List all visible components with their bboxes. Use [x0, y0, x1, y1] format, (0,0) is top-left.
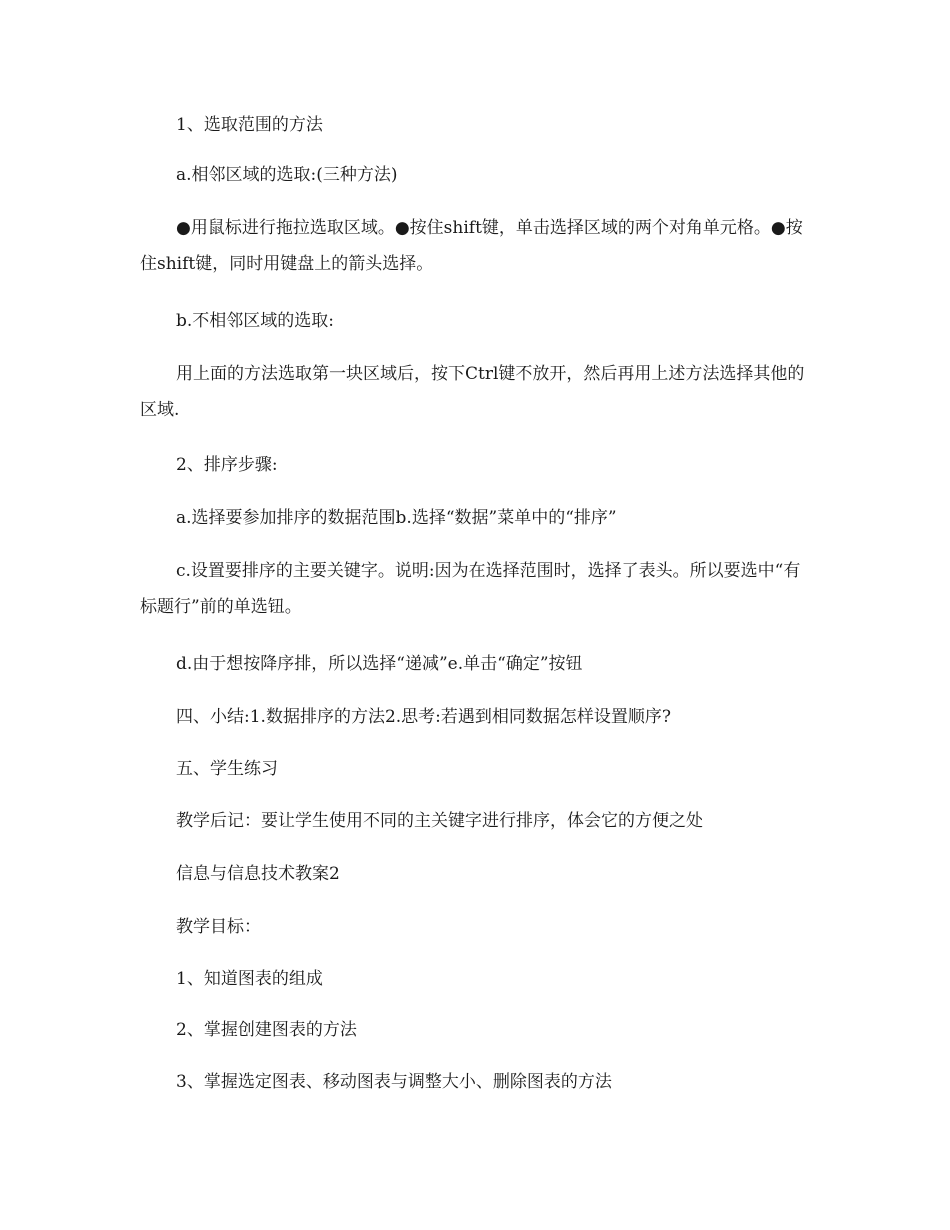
- paragraph-15: 1、知道图表的组成: [176, 969, 323, 989]
- paragraph-13: 信息与信息技术教案2: [176, 864, 340, 884]
- paragraph-12: 教学后记：要让学生使用不同的主关键字进行排序，体会它的方便之处: [176, 811, 703, 831]
- paragraph-14: 教学目标：: [176, 917, 261, 937]
- paragraph-2: a.相邻区域的选取:(三种方法): [176, 165, 398, 185]
- paragraph-7: a.选择要参加排序的数据范围b.选择“数据”菜单中的“排序”: [176, 508, 617, 528]
- paragraph-6: 2、排序步骤:: [176, 455, 278, 475]
- paragraph-1: 1、选取范围的方法: [176, 115, 323, 135]
- paragraph-8: c.设置要排序的主要关键字。说明:因为在选择范围时，选择了表头。所以要选中“有标题行”前的单选钮。: [140, 561, 801, 617]
- paragraph-10: 四、小结:1.数据排序的方法2.思考:若遇到相同数据怎样设置顺序?: [176, 707, 672, 727]
- paragraph-9: d.由于想按降序排，所以选择“递减”e.单击“确定”按钮: [176, 654, 583, 674]
- paragraph-16: 2、掌握创建图表的方法: [176, 1020, 357, 1040]
- paragraph-11: 五、学生练习: [176, 759, 278, 779]
- paragraph-5: 用上面的方法选取第一块区域后，按下Ctrl键不放开，然后再用上述方法选择其他的区域.: [140, 364, 805, 420]
- paragraph-4: b.不相邻区域的选取:: [176, 311, 335, 331]
- paragraph-17: 3、掌握选定图表、移动图表与调整大小、删除图表的方法: [176, 1072, 612, 1092]
- paragraph-3: ●用鼠标进行拖拉选取区域。●按住shift键，单击选择区域的两个对角单元格。●按住shift键，同时用键盘上的箭头选择。: [140, 218, 803, 274]
